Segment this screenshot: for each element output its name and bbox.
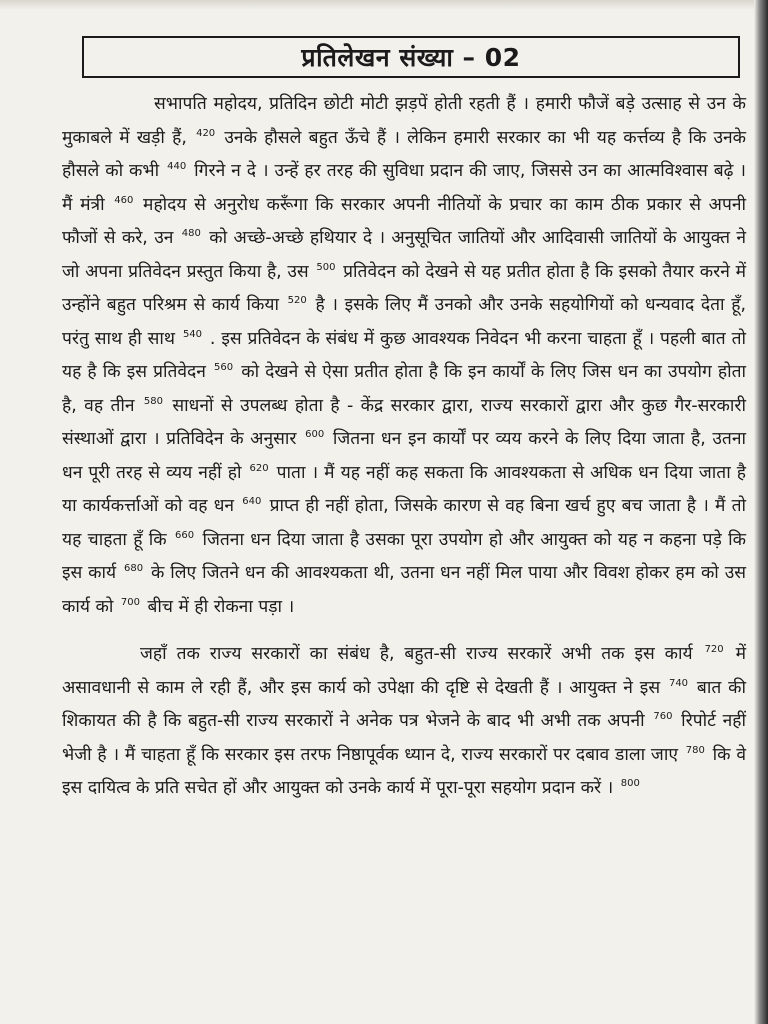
word-count-marker: 720 — [704, 644, 724, 656]
word-count-marker: 800 — [620, 778, 640, 790]
text-segment: बीच में ही रोकना पड़ा । — [147, 596, 295, 617]
text-segment: बात की शिकायत की है कि बहुत-सी राज्य सरकारों ने अनेक पत्र भेजने के बाद भी अभी तक अपनी — [62, 677, 746, 731]
paragraph-1 — [62, 88, 746, 624]
page-title: प्रतिलेखन संख्या – 02 — [301, 43, 521, 72]
word-count-marker: 600 — [305, 429, 325, 441]
book-binding-edge — [754, 0, 768, 1024]
word-count-marker: 740 — [668, 677, 689, 689]
text-segment: में असावधानी से काम ले रही हैं, और इस कार्य को उपेक्षा की दृष्टि से देखती हैं । आयुक्त ने इस — [62, 644, 746, 698]
text-segment: रिपोर्ट नहीं भेजी है । मैं चाहता हूँ कि सरकार इस तरफ निष्ठापूर्वक ध्यान दे, राज्य सरकारों पर दबाव डाला जाए — [62, 711, 747, 765]
page-top-edge — [0, 0, 768, 10]
text-segment: . इस प्रतिवेदन के संबंध में कुछ आवश्यक निवेदन भी करना चाहता हूँ । पहली बात तो यह है कि इस प्रतिवेदन — [62, 328, 746, 382]
text-segment: जहाँ तक राज्य सरकारों का संबंध है, बहुत-सी राज्य सरकारें अभी तक इस कार्य — [140, 644, 703, 664]
word-count-marker: 760 — [653, 711, 673, 723]
word-count-marker: 540 — [182, 328, 203, 340]
word-count-marker: 560 — [214, 362, 234, 374]
text-segment: पाता । मैं यह नहीं कह सकता कि आवश्यकता से अधिक धन दिया जाता है या कार्यकर्त्ताओं को वह धन — [62, 462, 746, 516]
word-count-marker: 480 — [181, 228, 201, 240]
text-segment: प्राप्त ही नहीं होता, जिसके कारण से वह बिना खर्च हुए बच जाता है । मैं तो यह चाहता हूँ कि — [62, 496, 746, 550]
word-count-marker: 520 — [287, 295, 307, 307]
text-segment: गिरने न दे । उन्हें हर तरह की सुविधा प्रदान की जाए, जिससे उन का आत्मविश्वास बढ़े । मैं मंत्री — [62, 161, 746, 215]
word-count-marker: 440 — [167, 161, 187, 173]
transcription-body — [62, 88, 746, 806]
text-segment: कि वे इस दायित्व के प्रति सचेत हों और आयुक्त को उनके कार्य में पूरा-पूरा सहयोग प्रदान करें । — [62, 744, 747, 798]
text-segment: है । इसके लिए मैं उनको और उनके सहयोगियों को धन्यवाद देता हूँ, परंतु साथ ही साथ — [62, 295, 746, 349]
text-segment: जितना धन दिया जाता है उसका पूरा उपयोग हो और आयुक्त को यह न कहना पड़े कि इस कार्य — [62, 529, 747, 583]
word-count-marker: 680 — [124, 563, 144, 575]
paragraph-2 — [62, 638, 746, 806]
text-segment: के लिए जितने धन की आवश्यकता थी, उतना धन नहीं मिल पाया और विवश होकर हम को उस कार्य को — [62, 563, 746, 617]
text-segment: उनके हौसले बहुत ऊँचे हैं । लेकिन हमारी सरकार का भी यह कर्त्तव्य है कि उनके हौसले को कभी — [62, 127, 747, 181]
text-segment: को देखने से ऐसा प्रतीत होता है कि इन कार्यों के लिए जिस धन का उपयोग होता है, वह तीन — [62, 362, 747, 416]
text-segment: जितना धन इन कार्यों पर व्यय करने के लिए दिया जाता है, उतना धन पूरी तरह से व्यय नहीं हो — [62, 429, 746, 483]
text-segment: महोदय से अनुरोध करूँगा कि सरकार अपनी नीतियों के प्रचार का काम ठीक प्रकार से अपनी फौजों से करे, उन — [62, 194, 746, 248]
word-count-marker: 500 — [316, 261, 336, 273]
word-count-marker: 660 — [175, 529, 195, 541]
text-segment: साधनों से उपलब्ध होता है - केंद्र सरकार द्वारा, राज्य सरकारों द्वारा और कुछ गैर-सरकारी संस्थाओं द्वारा । प्रतिविदेन के अनुसार — [62, 395, 746, 449]
word-count-marker: 420 — [196, 127, 216, 139]
word-count-marker: 700 — [120, 596, 140, 608]
text-segment: को अच्छे-अच्छे हथियार दे । अनुसूचित जातियों और आदिवासी जातियों के आयुक्त ने जो अपना प्रतिवेदन प्रस्तुत किया है, उस — [62, 228, 747, 282]
word-count-marker: 620 — [249, 462, 269, 474]
text-segment: प्रतिवेदन को देखने से यह प्रतीत होता है कि इसको तैयार करने में उन्होंने बहुत परिश्रम से कार्य किया — [62, 261, 746, 315]
word-count-marker: 640 — [242, 496, 262, 508]
word-count-marker: 580 — [143, 395, 164, 407]
word-count-marker: 460 — [114, 194, 134, 206]
title-box — [82, 36, 740, 78]
text-segment: सभापति महोदय, प्रतिदिन छोटी मोटी झड़पें होती रहती हैं । हमारी फौजें बड़े उत्साह से उन के मुकाबले में खड़ी हैं, — [62, 94, 746, 148]
word-count-marker: 780 — [685, 744, 705, 756]
